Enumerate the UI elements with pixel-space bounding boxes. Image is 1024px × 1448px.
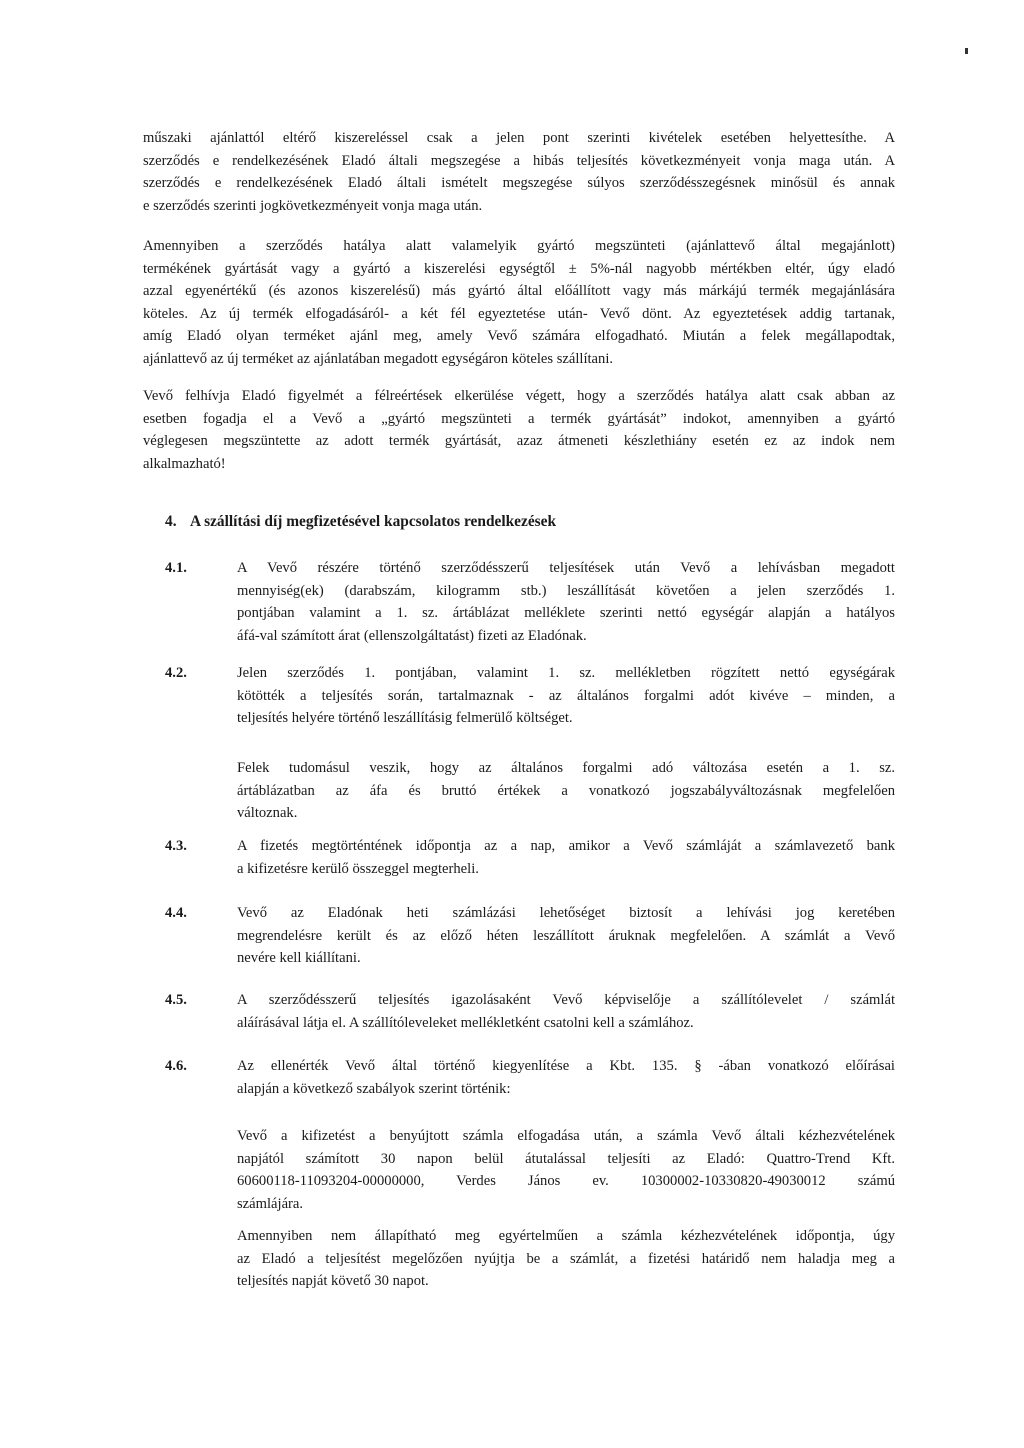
clause-4-6-deadline-note: [237, 1225, 895, 1293]
text-line: esetben fogadja el a Vevő a „gyártó megszünteti a termék gyártását” indokot, amennyiben a gyártó: [143, 410, 895, 427]
text-line: alapján a következő szabályok szerint történik:: [237, 1080, 511, 1097]
paragraph-manufacturer-change: [143, 235, 895, 371]
text-line: számlájára.: [237, 1195, 304, 1212]
paragraph-intro: [143, 127, 895, 217]
clause-number: 4.1.: [165, 560, 187, 576]
text-line: az Eladó a teljesítést megelőzően nyújtja be a számlát, a fizetési határidő nem haladja meg a: [237, 1250, 895, 1267]
text-line: Az ellenérték Vevő által történő kiegyenlítése a Kbt. 135. § -ában vonatkozó előírásai: [237, 1058, 895, 1074]
text-line: megrendelésre került és az előző héten leszállított áruknak megfelelően. A számlát a Vevő: [237, 927, 895, 944]
text-line: véglegesen megszüntette az adott termék gyártását, azaz átmeneti készlethiány esetén ez az indok nem: [143, 433, 895, 450]
clause-4-2-vat-note: [237, 757, 895, 825]
text-line: azzal egyenértékű (és azonos kiszerelésű) más gyártó által előállított vagy más márkájú termék megajánlására: [143, 283, 895, 300]
clause-text: [237, 662, 895, 730]
clause-number: 4.3.: [165, 838, 187, 854]
text-line: alkalmazható!: [143, 455, 226, 472]
text-line: teljesítés napját követő 30 napot.: [237, 1273, 429, 1290]
text-line: szerződés e rendelkezésének Eladó általi ismételt megszegése súlyos szerződésszegésnek minősül és annak: [143, 175, 895, 192]
clause-number: 4.4.: [165, 905, 187, 921]
text-line: kötötték a teljesítés során, tartalmaznak - az általános forgalmi adót kivéve – minden, a: [237, 687, 895, 704]
text-line: Vevő felhívja Eladó figyelmét a félreértések elkerülése végett, hogy a szerződés hatálya alatt csak abban az: [143, 388, 895, 404]
text-line: Vevő az Eladónak heti számlázási lehetőséget biztosít a lehívási jog keretében: [237, 905, 895, 921]
text-line: napjától számított 30 napon belül átutalással teljesíti az Eladó: Quattro-Trend Kft.: [237, 1150, 895, 1167]
text-line: változnak.: [237, 805, 298, 822]
text-line: nevére kell kiállítani.: [237, 950, 361, 967]
text-line: A szerződésszerű teljesítés igazolásaként Vevő képviselője a szállítólevelet / számlát: [237, 992, 895, 1008]
text-line: e szerződés szerinti jogkövetkezményeit vonja maga után.: [143, 197, 483, 214]
clause-text: [237, 835, 895, 880]
text-line: Jelen szerződés 1. pontjában, valamint 1. sz. mellékletben rögzített nettó egységárak: [237, 665, 895, 681]
text-line: termékének gyártását vagy a gyártó a kiszerelési egységtől ± 5%-nál nagyobb mértékben eltér, úgy eladó: [143, 260, 895, 277]
clause-number: 4.5.: [165, 992, 187, 1008]
clause-number: 4.6.: [165, 1058, 187, 1074]
clause-number: 4.2.: [165, 665, 187, 681]
text-line: amíg Eladó olyan terméket ajánl meg, amely Vevő számára elfogadható. Miután a felek megállapodtak,: [143, 328, 895, 345]
section-heading: [165, 513, 556, 531]
clause-text: [237, 557, 895, 647]
section-number: 4.: [165, 513, 177, 530]
text-line: köteles. Az új termék elfogadásáról- a két fél egyeztetése után- Vevő dönt. Az egyeztetések addig tartanak,: [143, 305, 895, 322]
text-line: Felek tudomásul veszik, hogy az általános forgalmi adó változása esetén a 1. sz.: [237, 760, 895, 776]
text-line: A Vevő részére történő szerződésszerű teljesítések után Vevő a lehívásban megadott: [237, 560, 895, 576]
paragraph-notice: [143, 385, 895, 475]
text-line: Vevő a kifizetést a benyújtott számla elfogadása után, a számla Vevő általi kézhezvételének: [237, 1128, 895, 1144]
text-line: ártáblázatban az áfa és bruttó értékek a vonatkozó jogszabályváltozásnak megfelelően: [237, 782, 895, 799]
text-line: mennyiség(ek) (darabszám, kilogramm stb.) leszállítását követően a jelen szerződés 1.: [237, 582, 895, 599]
text-line: pontjában valamint a 1. sz. ártáblázat melléklete szerinti nettó egységár alapján a hatályos: [237, 605, 895, 622]
text-line: a kifizetésre kerülő összeggel megterheli.: [237, 860, 479, 877]
text-line: 60600118-11093204-00000000, Verdes János ev. 10300002-10330820-49030012 számú: [237, 1173, 895, 1190]
text-line: szerződés e rendelkezésének Eladó általi megszegése a hibás teljesítés következményeit vonja maga után. A: [143, 152, 895, 169]
clause-text: [237, 1055, 895, 1100]
clause-text: [237, 989, 895, 1034]
text-line: Amennyiben nem állapítható meg egyértelműen a számla kézhezvételének időpontja, úgy: [237, 1228, 895, 1244]
text-line: Amennyiben a szerződés hatálya alatt valamelyik gyártó megszünteti (ajánlattevő által megajánlott): [143, 238, 895, 254]
text-line: teljesítés helyére történő leszállításig felmerülő költséget.: [237, 710, 573, 727]
text-line: aláírásával látja el. A szállítóleveleket mellékletként csatolni kell a számlához.: [237, 1014, 694, 1031]
text-line: műszaki ajánlattól eltérő kiszereléssel csak a jelen pont szerinti kivételek esetében helyettesíthe. A: [143, 130, 895, 146]
section-title: A szállítási díj megfizetésével kapcsolatos rendelkezések: [190, 513, 557, 530]
clause-4-6-payment-terms: [237, 1125, 895, 1215]
text-line: A fizetés megtörténtének időpontja az a nap, amikor a Vevő számláját a számlavezető bank: [237, 838, 895, 854]
scan-mark: [965, 48, 968, 54]
text-line: ajánlattevő az új terméket az ajánlatában megadott egységáron köteles szállítani.: [143, 350, 614, 367]
clause-text: [237, 902, 895, 970]
text-line: áfá-val számított árat (ellenszolgáltatást) fizeti az Eladónak.: [237, 627, 587, 644]
